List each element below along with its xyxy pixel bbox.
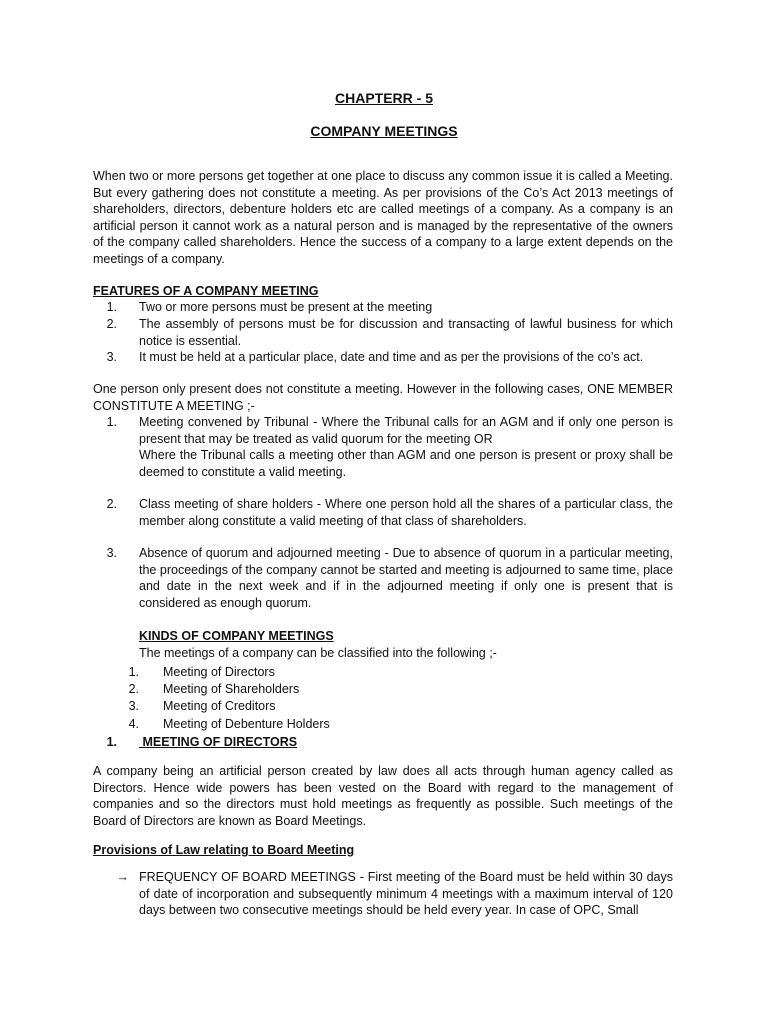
provisions-heading: Provisions of Law relating to Board Meeting: [93, 843, 355, 857]
kinds-heading: KINDS OF COMPANY MEETINGS: [139, 629, 334, 643]
list-number: 1.: [128, 665, 139, 679]
features-heading: FEATURES OF A COMPANY MEETING: [93, 284, 319, 298]
list-number: 2.: [106, 497, 117, 511]
list-text: Meeting of Shareholders: [163, 682, 300, 696]
one-member-intro: One person only present does not constitute a meeting. However in the following cases, ONE MEMBER CONSTITUTE A MEETING ;-: [93, 382, 673, 413]
list-text: The assembly of persons must be for discussion and transacting of lawful business for which notice is essential.: [139, 317, 673, 348]
list-text: Meeting of Creditors: [163, 699, 276, 713]
kinds-intro: The meetings of a company can be classified into the following ;-: [139, 646, 497, 660]
list-number: 3.: [106, 546, 117, 560]
list-number: 3.: [106, 350, 117, 364]
list-number: 1.: [106, 300, 117, 314]
bullet-text: FREQUENCY OF BOARD MEETINGS - First meeting of the Board must be held within 30 days of date of incorporation and subsequently minimum 4 meetings with a maximum interval of 120 days between two consecutive meetings should be held every year. In case of OPC, Small: [139, 870, 673, 917]
section-title: MEETING OF DIRECTORS: [139, 735, 298, 749]
chapter-title: CHAPTERR - 5: [334, 90, 433, 106]
list-number: 2.: [106, 317, 117, 331]
list-text: Meeting of Debenture Holders: [163, 717, 330, 731]
list-text: It must be held at a particular place, date and time and as per the provisions of the co’s act.: [139, 350, 644, 364]
list-number: 3.: [128, 699, 139, 713]
directors-paragraph: A company being an artificial person created by law does all acts through human agency called as Directors. Hence wide powers has been vested on the Board with regard to the management of companies and so the directors must hold meetings as frequently as possible. Such meetings of the Board of Directors are known as Board Meetings.: [93, 764, 673, 828]
page-heading: COMPANY MEETINGS: [310, 123, 458, 139]
list-text: Meeting of Directors: [163, 665, 275, 679]
list-text: Class meeting of share holders - Where one person hold all the shares of a particular class, the member along constitute a valid meeting of that class of shareholders.: [139, 497, 673, 528]
list-text: Two or more persons must be present at the meeting: [139, 300, 433, 314]
arrow-icon: →: [116, 870, 129, 884]
intro-paragraph: When two or more persons get together at one place to discuss any common issue it is called a Meeting. But every gathering does not constitute a meeting. As per provisions of the Co’s Act 2013 meetings of shareholders, directors, debenture holders etc are called meetings of a company. As a company is an artificial person it cannot work as a natural person and is managed by the representative of the owners of the company called shareholders. Hence the success of a company to a large extent depends on the meetings of a company.: [93, 169, 673, 266]
section-number: 1.: [106, 735, 117, 749]
list-text-continuation: Where the Tribunal calls a meeting other than AGM and one person is present or proxy shall be deemed to constitute a valid meeting.: [139, 448, 673, 479]
list-number: 1.: [106, 415, 117, 429]
list-number: 2.: [128, 682, 139, 696]
list-number: 4.: [128, 717, 139, 731]
list-text: Absence of quorum and adjourned meeting - Due to absence of quorum in a particular meeting, the proceedings of the company cannot be started and meeting is adjourned to same time, place and date in the next week and if in the adjourned meeting if only one is present that is considered as enough quorum.: [139, 546, 673, 610]
list-text: Meeting convened by Tribunal - Where the Tribunal calls for an AGM and if only one person is present that may be treated as valid quorum for the meeting OR: [139, 415, 673, 446]
